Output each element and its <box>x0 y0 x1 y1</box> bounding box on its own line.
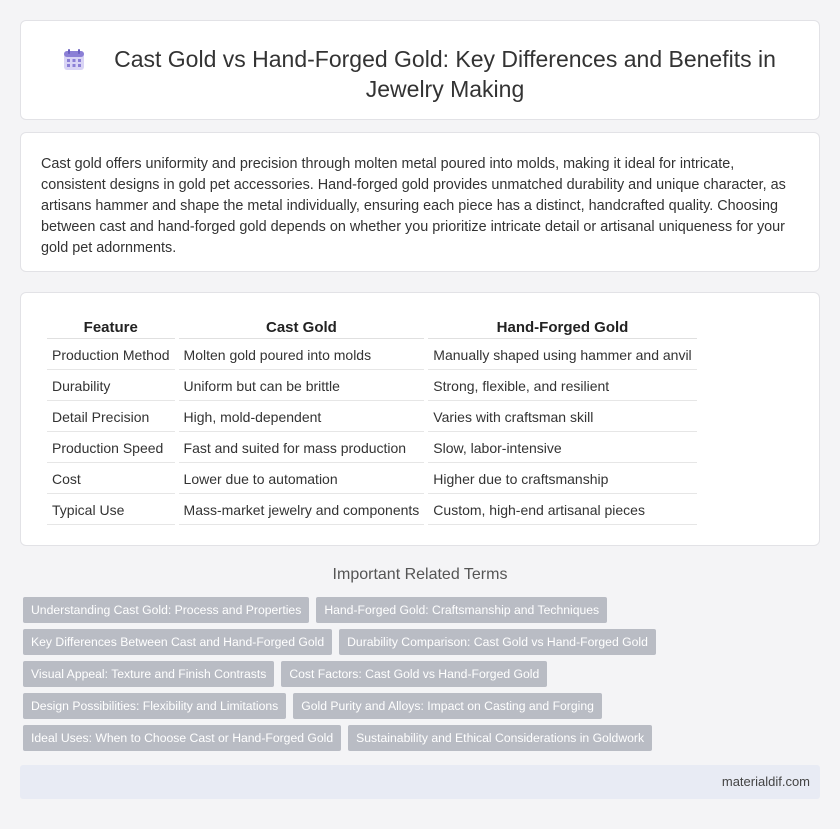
header-hand-forged-gold: Hand-Forged Gold <box>428 317 696 339</box>
calendar-grid-icon <box>63 49 85 71</box>
table-cell: Strong, flexible, and resilient <box>428 372 696 401</box>
page-title: Cast Gold vs Hand-Forged Gold: Key Differences and Benefits in Jewelry Making <box>114 46 776 102</box>
related-term-tag[interactable]: Sustainability and Ethical Considerations in Goldwork <box>348 725 652 751</box>
footer-bar <box>20 765 820 799</box>
table-cell: Typical Use <box>47 496 175 525</box>
table-cell: Durability <box>47 372 175 401</box>
comparison-table-card <box>20 292 820 546</box>
header-feature: Feature <box>47 317 175 339</box>
table-row <box>47 496 697 525</box>
table-row <box>47 465 697 494</box>
table-cell: Cost <box>47 465 175 494</box>
related-term-tag[interactable]: Hand-Forged Gold: Craftsmanship and Techniques <box>316 597 607 623</box>
table-cell: Production Method <box>47 341 175 370</box>
table-row <box>47 403 697 432</box>
table-cell: Uniform but can be brittle <box>179 372 425 401</box>
related-term-tag[interactable]: Durability Comparison: Cast Gold vs Hand-Forged Gold <box>339 629 656 655</box>
table-cell: Lower due to automation <box>179 465 425 494</box>
related-term-tag[interactable]: Gold Purity and Alloys: Impact on Casting and Forging <box>293 693 602 719</box>
table-cell: Custom, high-end artisanal pieces <box>428 496 696 525</box>
footer-site-link[interactable]: materialdif.com <box>721 774 810 789</box>
table-cell: Production Speed <box>47 434 175 463</box>
related-terms-heading: Important Related Terms <box>332 566 508 583</box>
table-cell: Slow, labor-intensive <box>428 434 696 463</box>
related-term-tag[interactable]: Key Differences Between Cast and Hand-Forged Gold <box>23 629 332 655</box>
table-cell: Higher due to craftsmanship <box>428 465 696 494</box>
related-terms-list <box>23 597 813 751</box>
title-card <box>20 20 820 120</box>
related-term-tag[interactable]: Visual Appeal: Texture and Finish Contrasts <box>23 661 274 687</box>
table-row <box>47 372 697 401</box>
related-term-tag[interactable]: Design Possibilities: Flexibility and Limitations <box>23 693 286 719</box>
table-cell: Manually shaped using hammer and anvil <box>428 341 696 370</box>
related-term-tag[interactable]: Ideal Uses: When to Choose Cast or Hand-Forged Gold <box>23 725 341 751</box>
intro-paragraph: Cast gold offers uniformity and precision through molten metal poured into molds, making it ideal for intricate, consistent designs in gold pet accessories. Hand-forged gold provides unmatched durability and unique character, as artisans hammer and shape the metal individually, ensuring each piece has a distinct, handcrafted quality. Choosing between cast and hand-forged gold depends on whether you prioritize intricate detail or artisanal uniqueness for your gold pet adornments. <box>41 156 786 256</box>
table-cell: Molten gold poured into molds <box>179 341 425 370</box>
intro-card <box>20 132 820 272</box>
related-term-tag[interactable]: Cost Factors: Cast Gold vs Hand-Forged Gold <box>281 661 547 687</box>
table-cell: Detail Precision <box>47 403 175 432</box>
table-cell: Fast and suited for mass production <box>179 434 425 463</box>
table-cell: Mass-market jewelry and components <box>179 496 425 525</box>
table-header-row <box>47 317 697 339</box>
related-term-tag[interactable]: Understanding Cast Gold: Process and Properties <box>23 597 309 623</box>
comparison-table <box>43 315 701 527</box>
table-row <box>47 434 697 463</box>
header-cast-gold: Cast Gold <box>179 317 425 339</box>
table-row <box>47 341 697 370</box>
table-cell: High, mold-dependent <box>179 403 425 432</box>
table-cell: Varies with craftsman skill <box>428 403 696 432</box>
